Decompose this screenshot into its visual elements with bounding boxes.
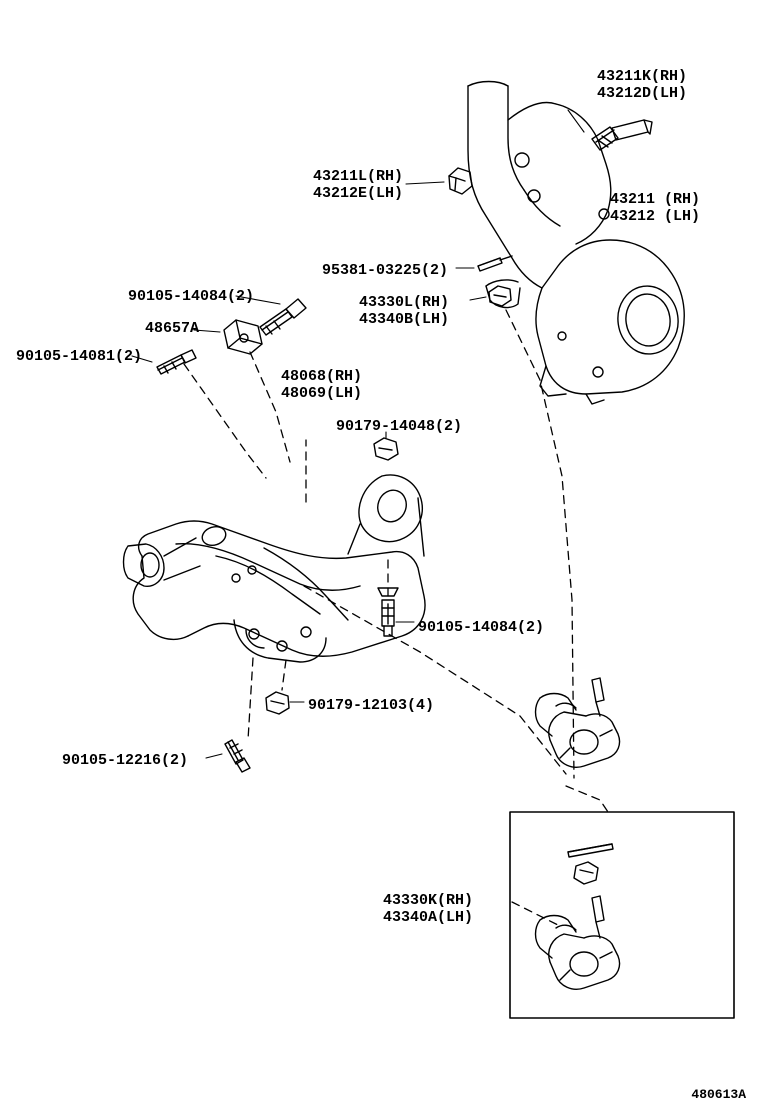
- label-line: 43340B(LH): [359, 311, 450, 328]
- label-line: 48069(LH): [281, 385, 363, 402]
- inset-ball-joint: [536, 844, 620, 989]
- diagram-code: 480613A: [691, 1087, 746, 1102]
- nut-90179-14048: [374, 438, 398, 460]
- ball-joint-nut-43330l: [489, 286, 511, 306]
- label-line: 90105-14084(2): [418, 619, 545, 636]
- lower-control-arm: [124, 475, 426, 662]
- ball-joint-assembly: [536, 678, 620, 767]
- label-43211-43212: [610, 191, 700, 225]
- label-43330l-43340b: [359, 294, 449, 328]
- bolt-90105-12216: [225, 740, 250, 772]
- bushing-bracket-48657a: [224, 320, 262, 354]
- label-43211l-43212e: [313, 168, 403, 202]
- label-90105-14084-lower: [418, 619, 544, 636]
- label-line: 43212D(LH): [597, 85, 688, 102]
- label-line: 43212 (LH): [610, 208, 701, 225]
- nut-90179-12103: [266, 692, 289, 714]
- label-90179-14048: [336, 418, 462, 435]
- label-line: 90105-12216(2): [62, 752, 189, 769]
- label-48068-48069: [281, 368, 362, 402]
- label-90105-12216: [62, 752, 188, 769]
- bolt-90105-14081: [157, 350, 196, 374]
- label-line: 43211L(RH): [313, 168, 404, 185]
- pin-95381-03225: [478, 256, 512, 271]
- label-48657a: [145, 320, 199, 337]
- label-line: 43211 (RH): [610, 191, 701, 208]
- label-line: 43212E(LH): [313, 185, 404, 202]
- label-line: 43211K(RH): [597, 68, 688, 85]
- label-95381-03225: [322, 262, 448, 279]
- label-line: 90105-14081(2): [16, 348, 143, 365]
- nut-43211l: [449, 168, 472, 194]
- label-line: 90179-12103(4): [308, 697, 435, 714]
- label-line: 43330L(RH): [359, 294, 450, 311]
- label-90105-14084-upper: [128, 288, 254, 305]
- bolt-90105-14084-upper: [260, 299, 306, 335]
- bolt-43211k: [592, 120, 652, 150]
- inset-box: [510, 812, 734, 1018]
- label-43330k-43340a: [383, 892, 473, 926]
- label-line: 43340A(LH): [383, 909, 474, 926]
- label-line: 95381-03225(2): [322, 262, 449, 279]
- label-line: 90179-14048(2): [336, 418, 463, 435]
- steering-knuckle-part: [468, 82, 684, 405]
- label-43211k-43212d: [597, 68, 687, 102]
- label-line: 48068(RH): [281, 368, 363, 385]
- label-90179-12103: [308, 697, 434, 714]
- label-line: 90105-14084(2): [128, 288, 255, 305]
- label-90105-14081: [16, 348, 142, 365]
- label-line: 48657A: [145, 320, 200, 337]
- label-line: 43330K(RH): [383, 892, 474, 909]
